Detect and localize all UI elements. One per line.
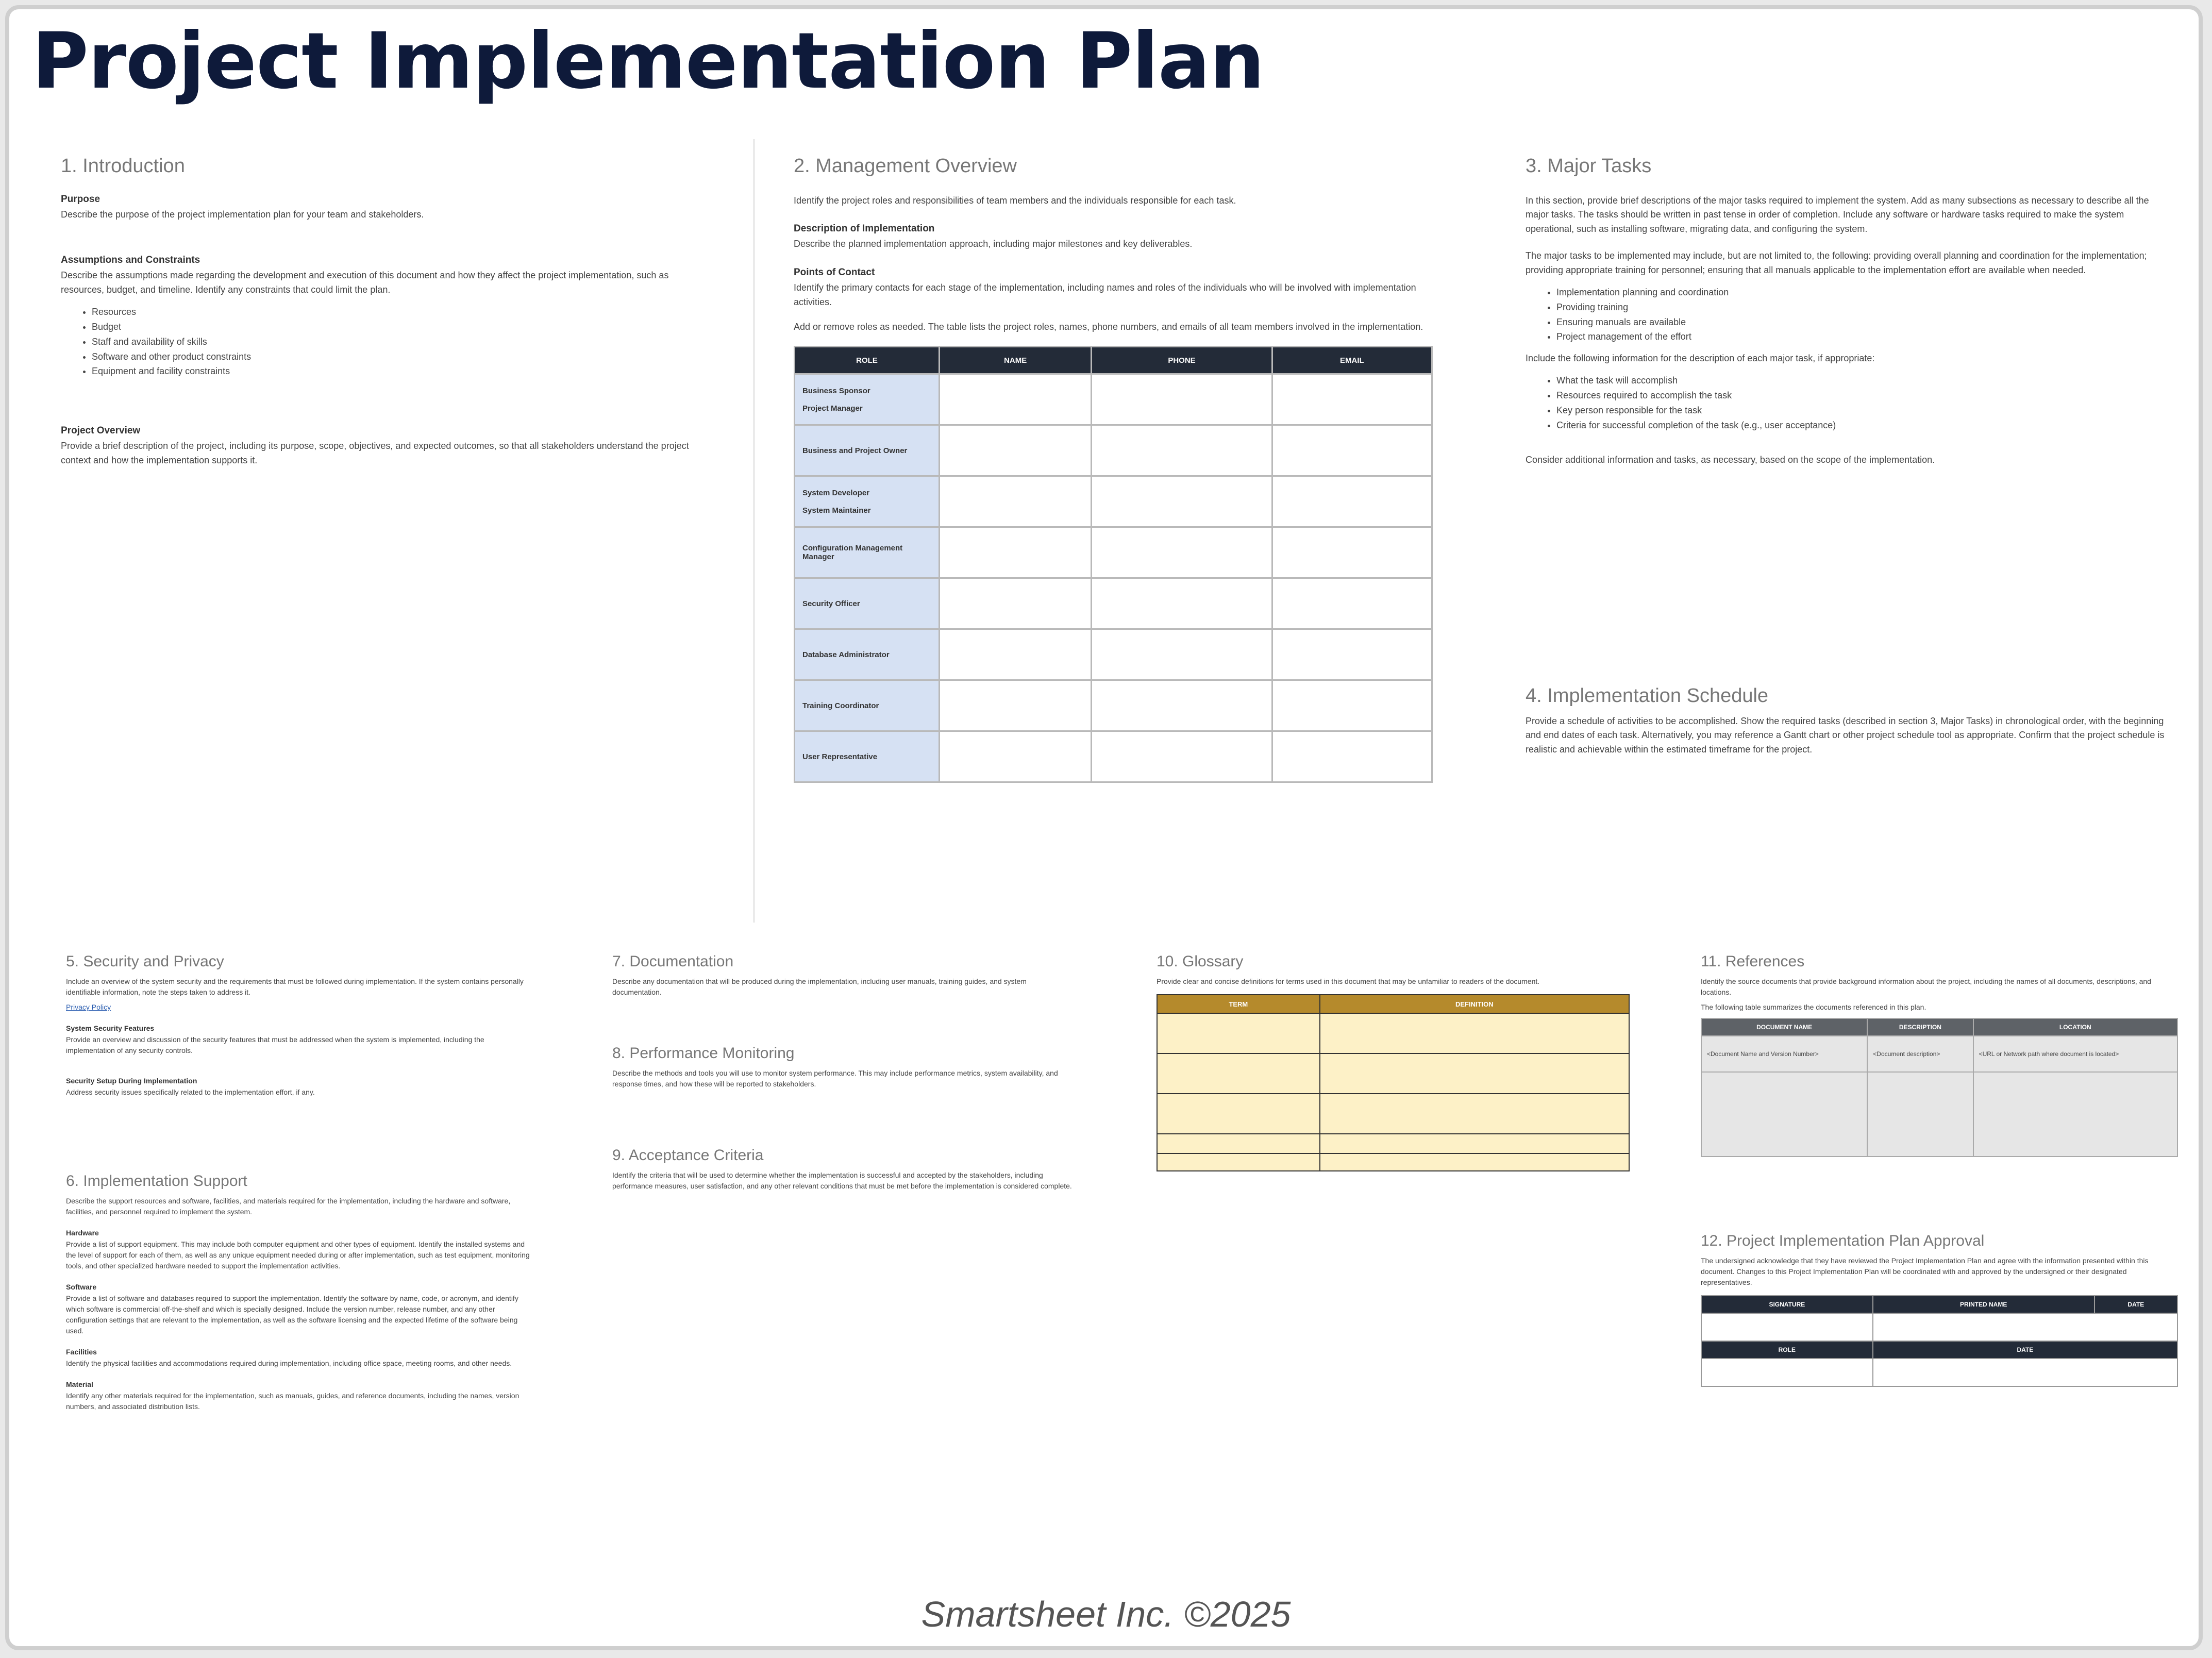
table-header: PHONE (1092, 347, 1272, 374)
table-cell (1272, 425, 1432, 476)
monitoring-heading: 8. Performance Monitoring (612, 1045, 795, 1062)
section-implementation-support (66, 1172, 530, 1416)
mgmt-contacts-text: Identify the primary contacts for each stage of the implementation, including names and roles of the individuals who will be involved with implementation activities. (794, 282, 1416, 308)
table-cell (1092, 629, 1272, 680)
glossary-heading: 10. Glossary (1157, 953, 1244, 970)
table-row (1701, 1313, 2177, 1341)
table-header: ROLE (1701, 1341, 1873, 1359)
security-sub2-text: Address security issues specifically related to the implementation effort, if any. (66, 1088, 315, 1096)
references-table (1701, 1018, 2178, 1157)
table-header: NAME (940, 347, 1092, 374)
facilities-text: Identify the physical facilities and accommodations required during implementation, including office space, meeting rooms, and other needs. (66, 1359, 512, 1367)
table-cell (1092, 425, 1272, 476)
privacy-link[interactable]: Privacy Policy (66, 1003, 111, 1011)
tasks-heading: 3. Major Tasks (1526, 155, 1652, 177)
table-cell: <Document Name and Version Number> (1701, 1036, 1867, 1072)
table-header: DATE (2094, 1296, 2177, 1313)
table-row (795, 527, 1432, 578)
table-row (1157, 1094, 1629, 1134)
table-cell (1092, 527, 1272, 578)
roles-table-body (795, 374, 1432, 782)
table-header: DEFINITION (1320, 995, 1629, 1013)
table-row (1157, 1153, 1629, 1171)
list-item: • Providing training (1556, 300, 2165, 315)
list-item: • Criteria for successful completion of the task (e.g., user acceptance) (1556, 418, 2165, 433)
role-cell: Business and Project Owner (795, 425, 940, 476)
list-item: • Resources required to accomplish the task (1556, 388, 2165, 403)
tasks-p1: In this section, provide brief descriptions of the major tasks required to implement the system. Add as many subsections as necessary to describe all the major tasks. The tasks should be written in past tense in order of completion. Include any software or hardware tasks required to make the system operational, such as installing software, migrating data, and configuring the system. (1526, 195, 2149, 235)
list-item: • Key person responsible for the task (1556, 403, 2165, 418)
table-cell (1272, 527, 1432, 578)
table-cell (1272, 680, 1432, 731)
table-header: ROLE (795, 347, 940, 374)
acceptance-heading: 9. Acceptance Criteria (612, 1147, 764, 1164)
table-header: LOCATION (1973, 1018, 2177, 1036)
table-cell: <URL or Network path where document is located> (1973, 1036, 2177, 1072)
assumptions-label: Assumptions and Constraints (61, 255, 200, 266)
table-cell (940, 476, 1092, 527)
table-cell (1092, 374, 1272, 425)
table-cell (940, 374, 1092, 425)
table-row (1157, 1134, 1629, 1153)
tasks-p4: Consider additional information and tasks, as necessary, based on the scope of the implementation. (1526, 455, 1935, 465)
table-row (795, 629, 1432, 680)
role-cell: User Representative (795, 731, 940, 782)
table-header: DATE (1873, 1341, 2177, 1359)
table-cell (1092, 731, 1272, 782)
tasks-list-1 (1556, 285, 2165, 344)
acceptance-text: Identify the criteria that will be used to determine whether the implementation is successful and accepted by the stakeholders, including performance measures, user satisfaction, and any other relevant conditions that must be met before the implementation is considered complete. (612, 1171, 1072, 1190)
table-row (795, 731, 1432, 782)
software-text: Provide a list of software and databases required to support the implementation. Identify the software by name, code, or acronym, and identify which software is commercial off-the-shelf and which is specially designed. Include the version number, release number, and any other configuration settings that are relevant to the implementation, as well as the software licensing and the expected lifetime of the software being used. (66, 1294, 518, 1335)
approval-heading: 12. Project Implementation Plan Approval (1701, 1232, 1985, 1249)
purpose-label: Purpose (61, 193, 100, 205)
section-introduction (61, 155, 705, 473)
section-implementation-schedule (1526, 684, 2165, 762)
table-cell: <Document description> (1867, 1036, 1973, 1072)
glossary-table (1157, 994, 1630, 1171)
mgmt-intro-text: Identify the project roles and responsibilities of team members and the individuals responsible for each task. (794, 195, 1236, 206)
section-approval (1701, 1232, 2178, 1387)
table-cell (1272, 731, 1432, 782)
role-cell: Database Administrator (795, 629, 940, 680)
table-cell (940, 425, 1092, 476)
mgmt-heading: 2. Management Overview (794, 155, 1017, 177)
list-item: • Resources (92, 305, 705, 320)
section-performance-monitoring (612, 1044, 1076, 1094)
references-table-intro: The following table summarizes the documents referenced in this plan. (1701, 1003, 1926, 1011)
mgmt-contacts-label: Points of Contact (794, 267, 875, 278)
role-cell: Training Coordinator (795, 680, 940, 731)
table-row (795, 425, 1432, 476)
mgmt-extra-text: Add or remove roles as needed. The table lists the project roles, names, phone numbers, and emails of all team members involved in the implementation. (794, 322, 1423, 332)
security-text: Include an overview of the system security and the requirements that must be followed during implementation. If the system contains personally identifiable information, note the steps taken to address it. (66, 977, 524, 996)
page-divider (753, 139, 755, 923)
table-row (1701, 1341, 2177, 1359)
table-row (1157, 1013, 1629, 1053)
section-major-tasks (1526, 155, 2165, 473)
support-heading: 6. Implementation Support (66, 1173, 247, 1190)
documentation-text: Describe any documentation that will be produced during the implementation, including user manuals, training guides, and system documentation. (612, 977, 1027, 996)
list-item: • Ensuring manuals are available (1556, 315, 2165, 330)
table-row (795, 578, 1432, 629)
role-cell: Business Sponsor Project Manager (795, 374, 940, 425)
purpose-text: Describe the purpose of the project implementation plan for your team and stakeholders. (61, 209, 424, 220)
role-cell: Configuration Management Manager (795, 527, 940, 578)
table-header: SIGNATURE (1701, 1296, 1873, 1313)
table-row (1157, 1053, 1629, 1094)
list-item: • Budget (92, 320, 705, 334)
mgmt-roles-text: Describe the planned implementation approach, including major milestones and key deliverables. (794, 239, 1193, 249)
table-header: DOCUMENT NAME (1701, 1018, 1867, 1036)
glossary-text: Provide clear and concise definitions for terms used in this document that may be unfamiliar to readers of the document. (1157, 977, 1540, 985)
table-row (1701, 1072, 2177, 1157)
section-references (1701, 952, 2178, 1157)
table-cell (1272, 578, 1432, 629)
security-sub1-label: System Security Features (66, 1024, 155, 1032)
table-header: TERM (1157, 995, 1320, 1013)
tasks-p3: Include the following information for the description of each major task, if appropriate: (1526, 353, 1875, 364)
schedule-text: Provide a schedule of activities to be accomplished. Show the required tasks (described in section 3, Major Tasks) in chronological order, with the beginning and end dates of each task. Alternatively, you may reference a Gantt chart or other project schedule tool as appropriate. Confirm that the project schedule is realistic and achievable within the estimated timeframe for the project. (1526, 715, 2165, 755)
footer-copyright: Smartsheet Inc. ©2025 (921, 1594, 1291, 1634)
table-row (795, 374, 1432, 425)
role-cell: Security Officer (795, 578, 940, 629)
material-text: Identify any other materials required for the implementation, such as manuals, guides, and reference documents, including the names, version numbers, and associated distribution lists. (66, 1392, 520, 1411)
facilities-label: Facilities (66, 1348, 97, 1356)
assumptions-list (92, 305, 705, 379)
monitoring-text: Describe the methods and tools you will use to monitor system performance. This may include performance metrics, system availability, and response times, and how these will be reported to stakeholders. (612, 1069, 1058, 1088)
table-row (795, 476, 1432, 527)
hardware-label: Hardware (66, 1229, 99, 1237)
table-cell (1272, 374, 1432, 425)
mgmt-roles-label: Description of Implementation (794, 223, 935, 235)
page-title: Project Implementation Plan (32, 16, 1264, 106)
table-cell (1092, 578, 1272, 629)
approval-text: The undersigned acknowledge that they have reviewed the Project Implementation Plan and agree with the information presented within this document. Changes to this Project Implementation Plan will be coordinated with and approved by the undersigned or their designated representatives. (1701, 1257, 2149, 1286)
role-cell: System Developer System Maintainer (795, 476, 940, 527)
section-management-overview (794, 155, 1443, 783)
overview-text: Provide a brief description of the project, including its purpose, scope, objectives, and expected outcomes, so that all stakeholders understand the project context and how the implementation supports it. (61, 441, 689, 466)
table-cell (1272, 476, 1432, 527)
approval-table (1701, 1295, 2178, 1387)
software-label: Software (66, 1283, 97, 1291)
list-item: • Software and other product constraints (92, 349, 705, 364)
table-cell (1092, 476, 1272, 527)
intro-heading: 1. Introduction (61, 155, 185, 177)
references-heading: 11. References (1701, 953, 1805, 970)
tasks-list-2 (1556, 373, 2165, 432)
table-cell (940, 629, 1092, 680)
list-item: • Project management of the effort (1556, 329, 2165, 344)
table-header: EMAIL (1272, 347, 1432, 374)
section-acceptance-criteria (612, 1146, 1076, 1196)
support-text: Describe the support resources and software, facilities, and materials required for the implementation, including the hardware and software, facilities, and personnel required to implement the system. (66, 1197, 511, 1216)
security-sub2-label: Security Setup During Implementation (66, 1077, 197, 1085)
overview-label: Project Overview (61, 425, 141, 437)
table-row (1701, 1359, 2177, 1386)
assumptions-text: Describe the assumptions made regarding the development and execution of this document and how they affect the project implementation, such as resources, budget, and timeline. Identify any constraints that could limit the plan. (61, 270, 669, 295)
section-glossary (1157, 952, 1630, 1171)
hardware-text: Provide a list of support equipment. This may include both computer equipment and other types of equipment. Identify the installed systems and the level of support for each of them, as well as any unique equipment needed during or after implementation, such as test equipment, monitoring tools, and other specialized hardware needed to support the implementation activities. (66, 1240, 530, 1270)
roles-table (794, 346, 1433, 783)
list-item: • What the task will accomplish (1556, 373, 2165, 388)
list-item: • Equipment and facility constraints (92, 364, 705, 379)
list-item: • Implementation planning and coordination (1556, 285, 2165, 300)
section-documentation (612, 952, 1076, 1002)
tasks-p2: The major tasks to be implemented may include, but are not limited to, the following: providing overall planning and coordination for the implementation; providing appropriate training for personnel; ensuring that all manuals applicable to the implementation effort are available when needed. (1526, 250, 2147, 276)
table-row (1701, 1036, 2177, 1072)
material-label: Material (66, 1380, 93, 1388)
section-security (66, 952, 530, 1102)
security-heading: 5. Security and Privacy (66, 953, 224, 970)
schedule-heading: 4. Implementation Schedule (1526, 685, 1769, 707)
security-sub1-text: Provide an overview and discussion of the security features that must be addressed when the system is implemented, including the implementation of any security controls. (66, 1035, 484, 1054)
table-cell (940, 680, 1092, 731)
list-item: • Staff and availability of skills (92, 334, 705, 349)
table-header: DESCRIPTION (1867, 1018, 1973, 1036)
table-cell (940, 527, 1092, 578)
table-cell (1272, 629, 1432, 680)
table-cell (940, 578, 1092, 629)
table-cell (1092, 680, 1272, 731)
documentation-heading: 7. Documentation (612, 953, 734, 970)
table-header: PRINTED NAME (1873, 1296, 2094, 1313)
table-row (795, 680, 1432, 731)
table-cell (940, 731, 1092, 782)
references-text: Identify the source documents that provide background information about the project, including the names of all documents, descriptions, and locations. (1701, 977, 2151, 996)
